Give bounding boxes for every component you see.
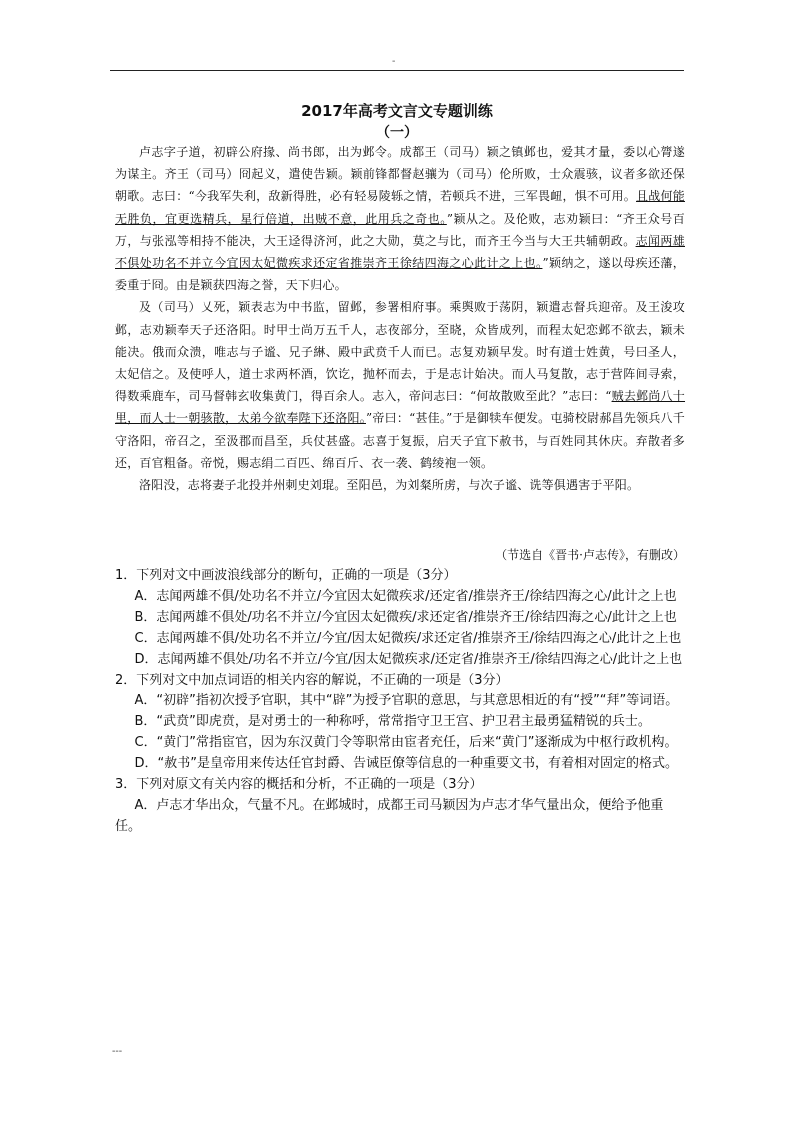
passage xyxy=(115,141,685,496)
question-option: D．志闻两雄不俱处/功名不并立/今宜/因太妃微疾求/还定省/推崇齐王/徐结四海之心/此计之上也 xyxy=(134,651,683,667)
question-option: B．志闻两雄不俱处/功名不并立/今宜因太妃微疾/求还定省/推崇齐王/徐结四海之心/此计之上也 xyxy=(134,609,677,625)
source-citation: （节选自《晋书·卢志传》，有删改） xyxy=(495,548,685,562)
question-option: A．“初辟”指初次授予官职，其中“辟”为授予官职的意思，与其意思相近的有“授”“拜”等词语。 xyxy=(134,693,679,709)
header-rule xyxy=(110,70,684,71)
question-stem: 3．下列对原文有关内容的概括和分析，不正确的一项是（3分） xyxy=(115,777,483,793)
passage-paragraph-3: 洛阳没，志将妻子北投并州刺史刘琨。至阳邑，为刘粲所虏，与次子谧、诜等俱遇害于平阳。 xyxy=(139,478,640,493)
question-option: B．“武贲”即虎贲，是对勇士的一种称呼，常常指守卫王宫、护卫君主最勇猛精锐的兵士。 xyxy=(134,714,651,730)
passage-text: ”帝曰：“甚佳。”于是御犊车便发。屯骑校尉郝昌先领兵八千守洛阳，帝召之，至汲郡而昌至，兵仗甚盛。志喜于复振，启天子宜下赦书，与百姓同其休庆。弃散者多还，百官粗备。帝悦，赐志绢二百匹、绵百斤、衣一袭、鹤绫袍一领。 xyxy=(115,411,685,470)
question-option: A．卢志才华出众，气量不凡。在邺城时，成都王司马颖因为卢志才华气量出众，便给予他重任。 xyxy=(115,797,664,834)
page-title: 2017年高考文言文专题训练 xyxy=(301,102,493,120)
passage-text: ”颖从之。及伦败，志劝颖曰：“齐王众号百万，与张泓等相持不能决，大王迳得济河，此之大勋，莫之与比，而齐王今当与大王共辅朝政。 xyxy=(115,211,685,248)
footer-mark: --- xyxy=(112,1046,123,1057)
question-option: C．“黄门”常指宦官，因为东汉黄门令等职常由宦者充任，后来“黄门”逐渐成为中枢行政机构。 xyxy=(134,735,678,751)
header-mark: - xyxy=(392,56,396,67)
page-subtitle: （一） xyxy=(376,125,418,141)
passage-text: 及（司马）乂死，颖表志为中书监，留邺，参署相府事。乘舆败于荡阴，颖遣志督兵迎帝。及王浚攻邺，志劝颖奉天子还洛阳。时甲士尚万五千人，志夜部分，至晓，众皆成列，而程太妃恋邺不欲去，颖未能决。俄而众溃，唯志与子谧、兄子綝、殿中武贲千人而已。志复劝颖早发。时有道士姓黄，号曰圣人，太妃信之。及使呼人，道士求两杯酒，饮讫，抛杯而去，于是志计始决。而人马复散，志于营阵间寻索，得数乘鹿车，司马督韩玄收集黄门，得百余人。志入，帝问志曰：“何故散败至此？”志曰：“ xyxy=(115,300,685,404)
passage-underline: 贼去邺尚八十里，而人士一朝骇散，太弟今欲奉陛下还洛阳。 xyxy=(115,389,686,426)
passage-text: 卢志字子道，初辟公府掾、尚书郎，出为邺令。成都王（司马）颖之镇邺也，爱其才量，委以心膂遂为谋主。齐王（司马）冏起义，遣使告颖。颖前锋都督赵骧为（司马）伦所败，士众震骇，议者多欲还保朝歌。志曰：“今我军失利，敌新得胜，必有轻易陵轹之情，若顿兵不进，三军畏衄，惧不可用。 xyxy=(115,145,685,204)
passage-text: ”颖纳之，遂以母疾还藩，委重于冏。由是颖获四海之誉，天下归心。 xyxy=(115,256,685,293)
passage-wavy-underline: 志闻两雄不俱处功名不并立今宜因太妃微疾求还定省推崇齐王徐结四海之心此计之上也。 xyxy=(115,233,685,271)
question-option: A．志闻两雄不俱/处功名不并立/今宜因太妃微疾求/还定省/推崇齐王/徐结四海之心/此计之上也 xyxy=(134,588,677,604)
question-option: C．志闻两雄不俱/处功名不并立/今宜/因太妃微疾/求还定省/推崇齐王/徐结四海之心/此计之上也 xyxy=(134,630,682,646)
passage-underline: 且战何能无胜负，宜更选精兵，星行倍道，出贼不意，此用兵之奇也。 xyxy=(115,189,685,226)
questions xyxy=(115,566,685,838)
question-stem: 2．下列对文中加点词语的相关内容的解说，不正确的一项是（3分） xyxy=(115,672,509,688)
passage-paragraph-2 xyxy=(115,296,685,474)
passage-paragraph-1 xyxy=(115,141,685,296)
question-stem: 1．下列对文中画波浪线部分的断句，正确的一项是（3分） xyxy=(115,568,457,583)
question-option: D．“赦书”是皇帝用来传达任官封爵、告诫臣僚等信息的一种重要文书，有着相对固定的格式。 xyxy=(134,756,678,772)
